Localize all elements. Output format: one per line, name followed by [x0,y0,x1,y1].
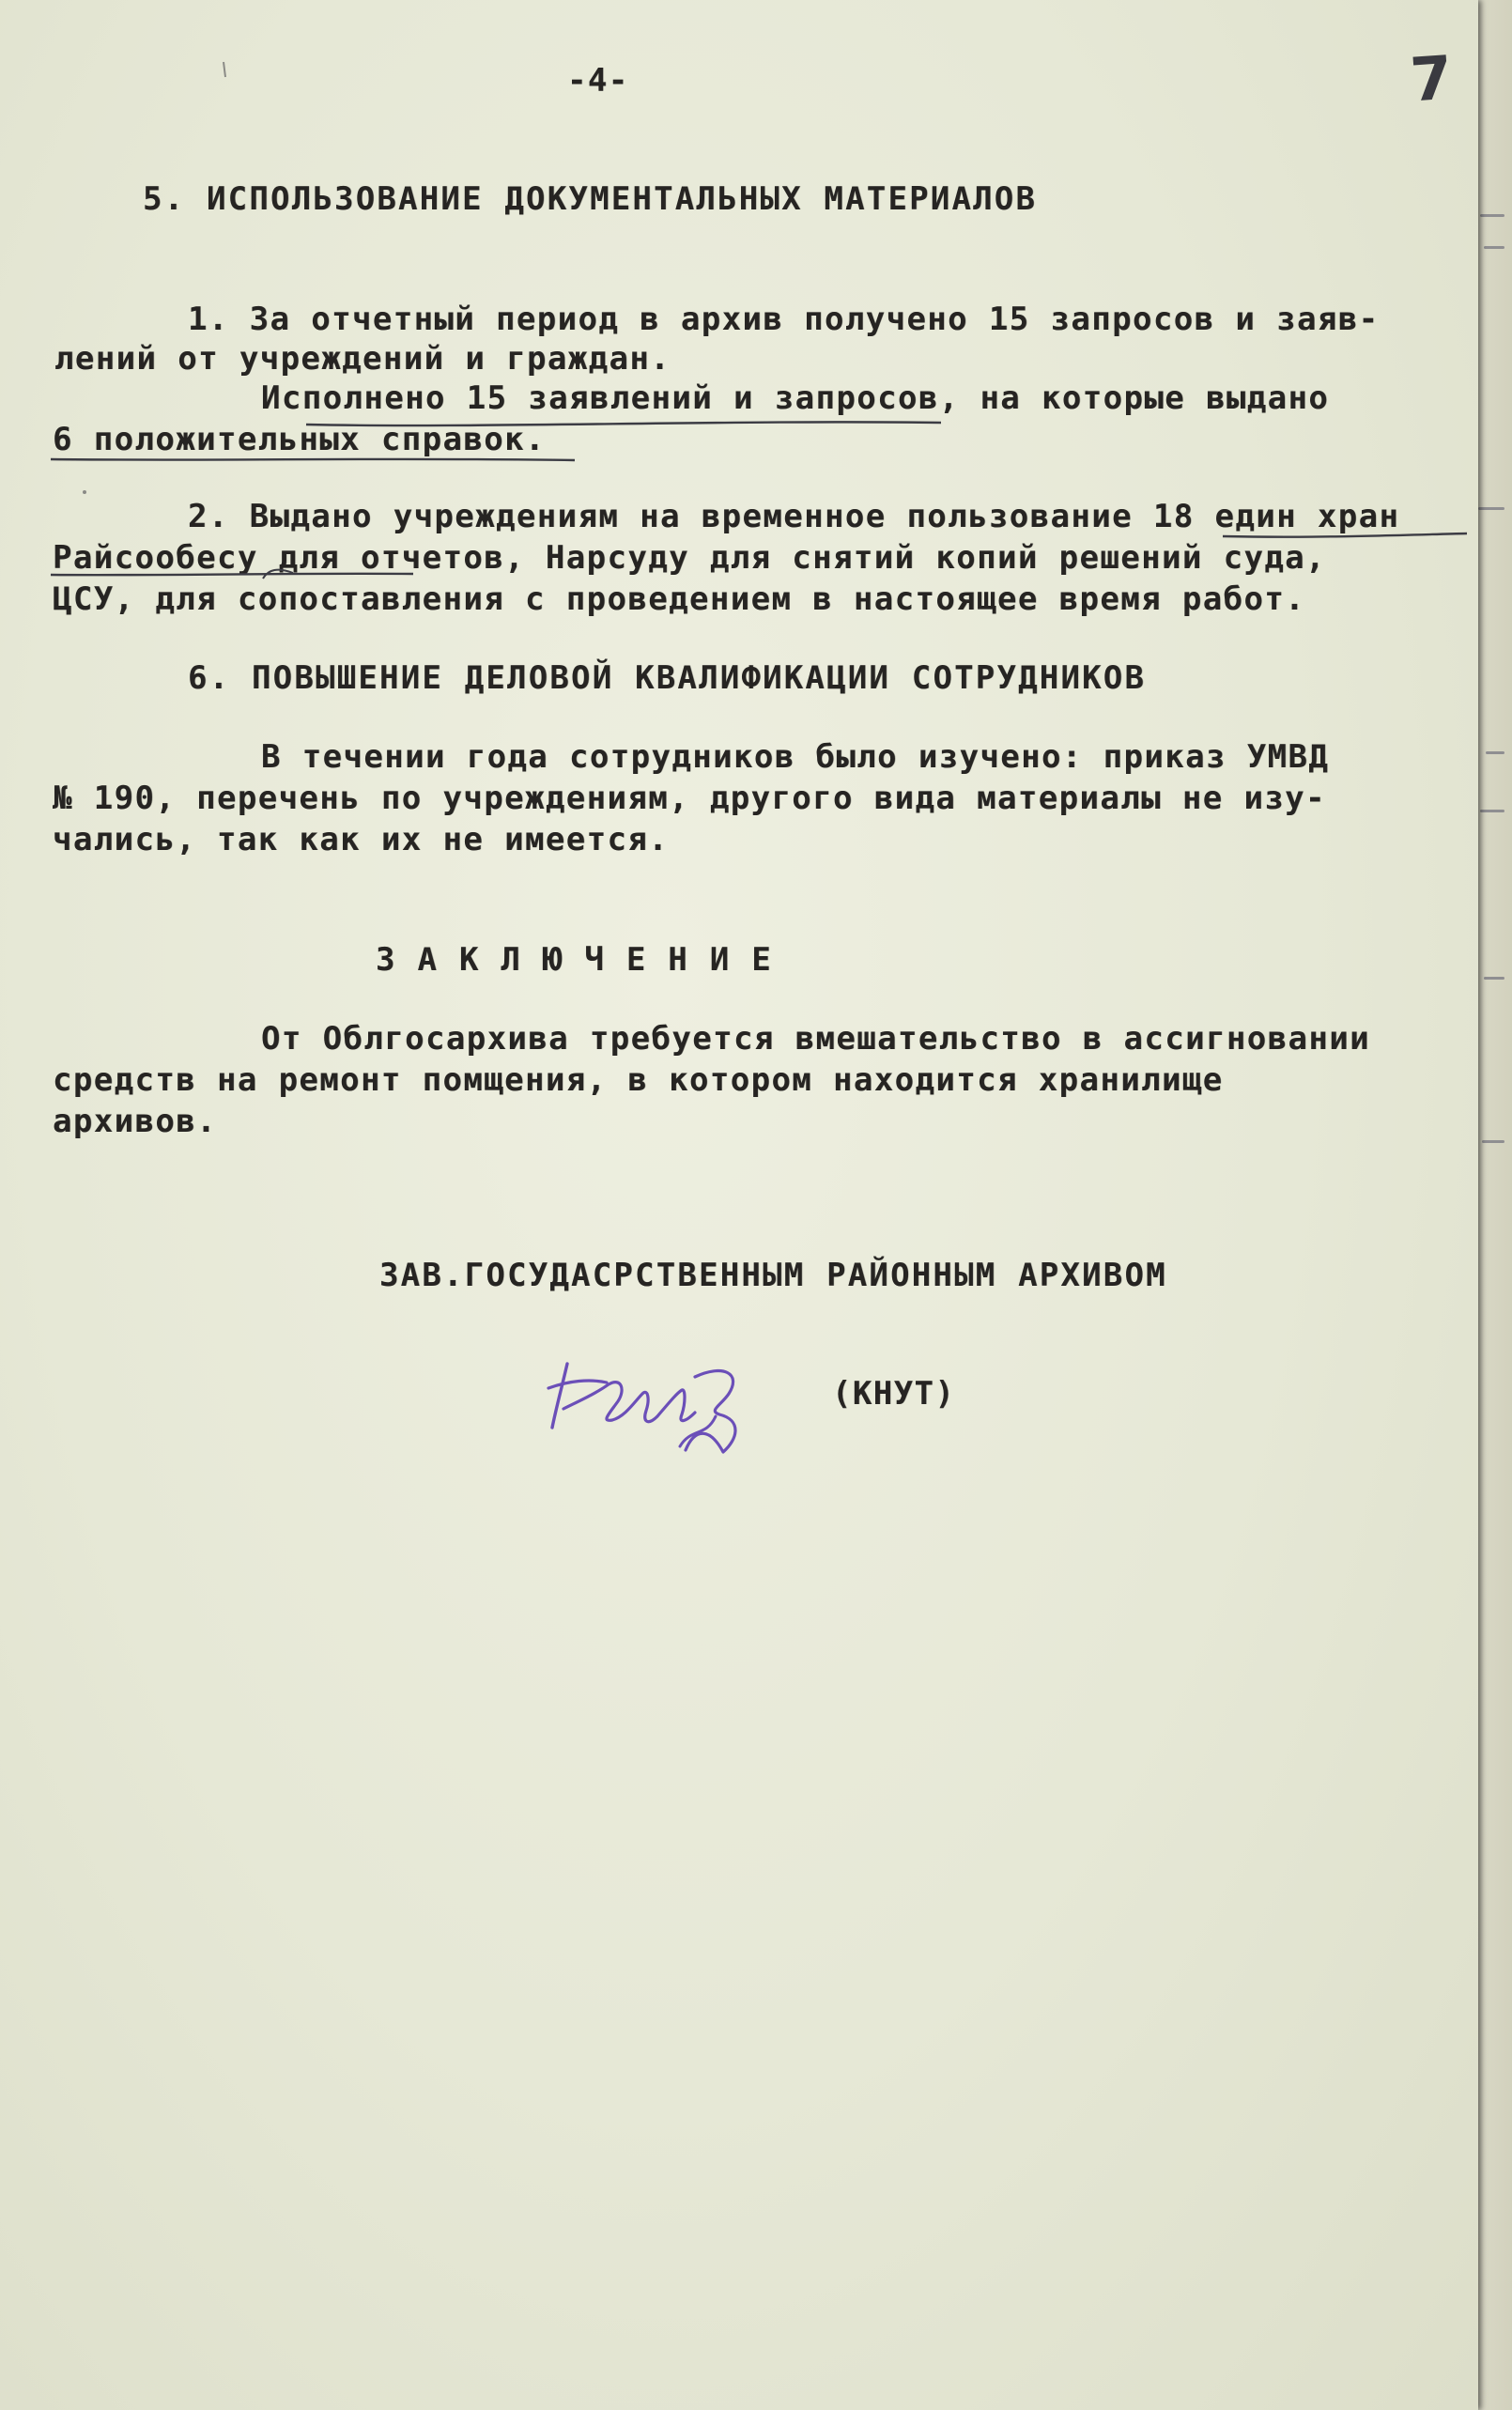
conclusion-line: архивов. [53,1103,217,1140]
adjacent-page-ink [1486,751,1504,754]
adjacent-page-ink [1478,507,1504,510]
conclusion-line: средств на ремонт помщения, в котором находится хранилище [53,1061,1224,1099]
section-5-item-1-line: 6 положительных справок. [53,421,546,458]
section-5-item-1-line: лений от учреждений и граждан. [54,340,671,378]
pencil-underline [51,574,413,575]
section-6-heading: 6. ПОВЫШЕНИЕ ДЕЛОВОЙ КВАЛИФИКАЦИИ СОТРУДНИКОВ [188,659,1147,697]
adjacent-page-ink [1484,977,1504,980]
signatory-name: (КНУТ) [832,1375,956,1413]
section-5-item-1-line: Исполнено 15 заявлений и запросов, на которые выдано [261,379,1330,417]
adjacent-page-ink [1482,1140,1504,1143]
section-6-line: В течении года сотрудников было изучено: приказ УМВД [261,738,1330,776]
conclusion-line: От Облгосархива требуется вмешательство в ассигновании [261,1020,1370,1058]
page-number: -4- [567,62,629,100]
section-5-heading: 5. ИСПОЛЬЗОВАНИЕ ДОКУМЕНТАЛЬНЫХ МАТЕРИАЛОВ [143,180,1038,218]
section-5-item-2-line: 2. Выдано учреждениям на временное пользование 18 един хран [188,498,1400,535]
folio-number: 7 [1408,43,1456,116]
pencil-underline [1223,533,1467,537]
adjacent-page-ink [1484,246,1504,249]
section-5-item-2-line: ЦСУ, для сопоставления с проведением в настоящее время работ. [53,580,1306,618]
handwritten-signature [548,1364,735,1452]
signature-title: ЗАВ.ГОСУДАСРСТВЕННЫМ РАЙОННЫМ АРХИВОМ [379,1257,1167,1294]
stray-pencil-mark [83,490,86,494]
section-5-item-2-line: Райсообесу для отчетов, Нарсуду для снятий копий решений суда, [53,539,1326,577]
adjacent-page-ink [1480,810,1504,812]
pencil-underline [51,459,575,460]
conclusion-heading: ЗАКЛЮЧЕНИЕ [376,941,794,979]
section-6-line: № 190, перечень по учреждениям, другого вида материалы не изу- [53,780,1326,817]
section-5-item-1-line: 1. За отчетный период в архив получено 15 запросов и заяв- [188,301,1380,338]
pencil-underline [306,422,941,425]
adjacent-page-ink [1480,214,1504,217]
stray-pencil-mark [224,62,225,77]
section-6-line: чались, так как их не имеется. [53,821,670,858]
